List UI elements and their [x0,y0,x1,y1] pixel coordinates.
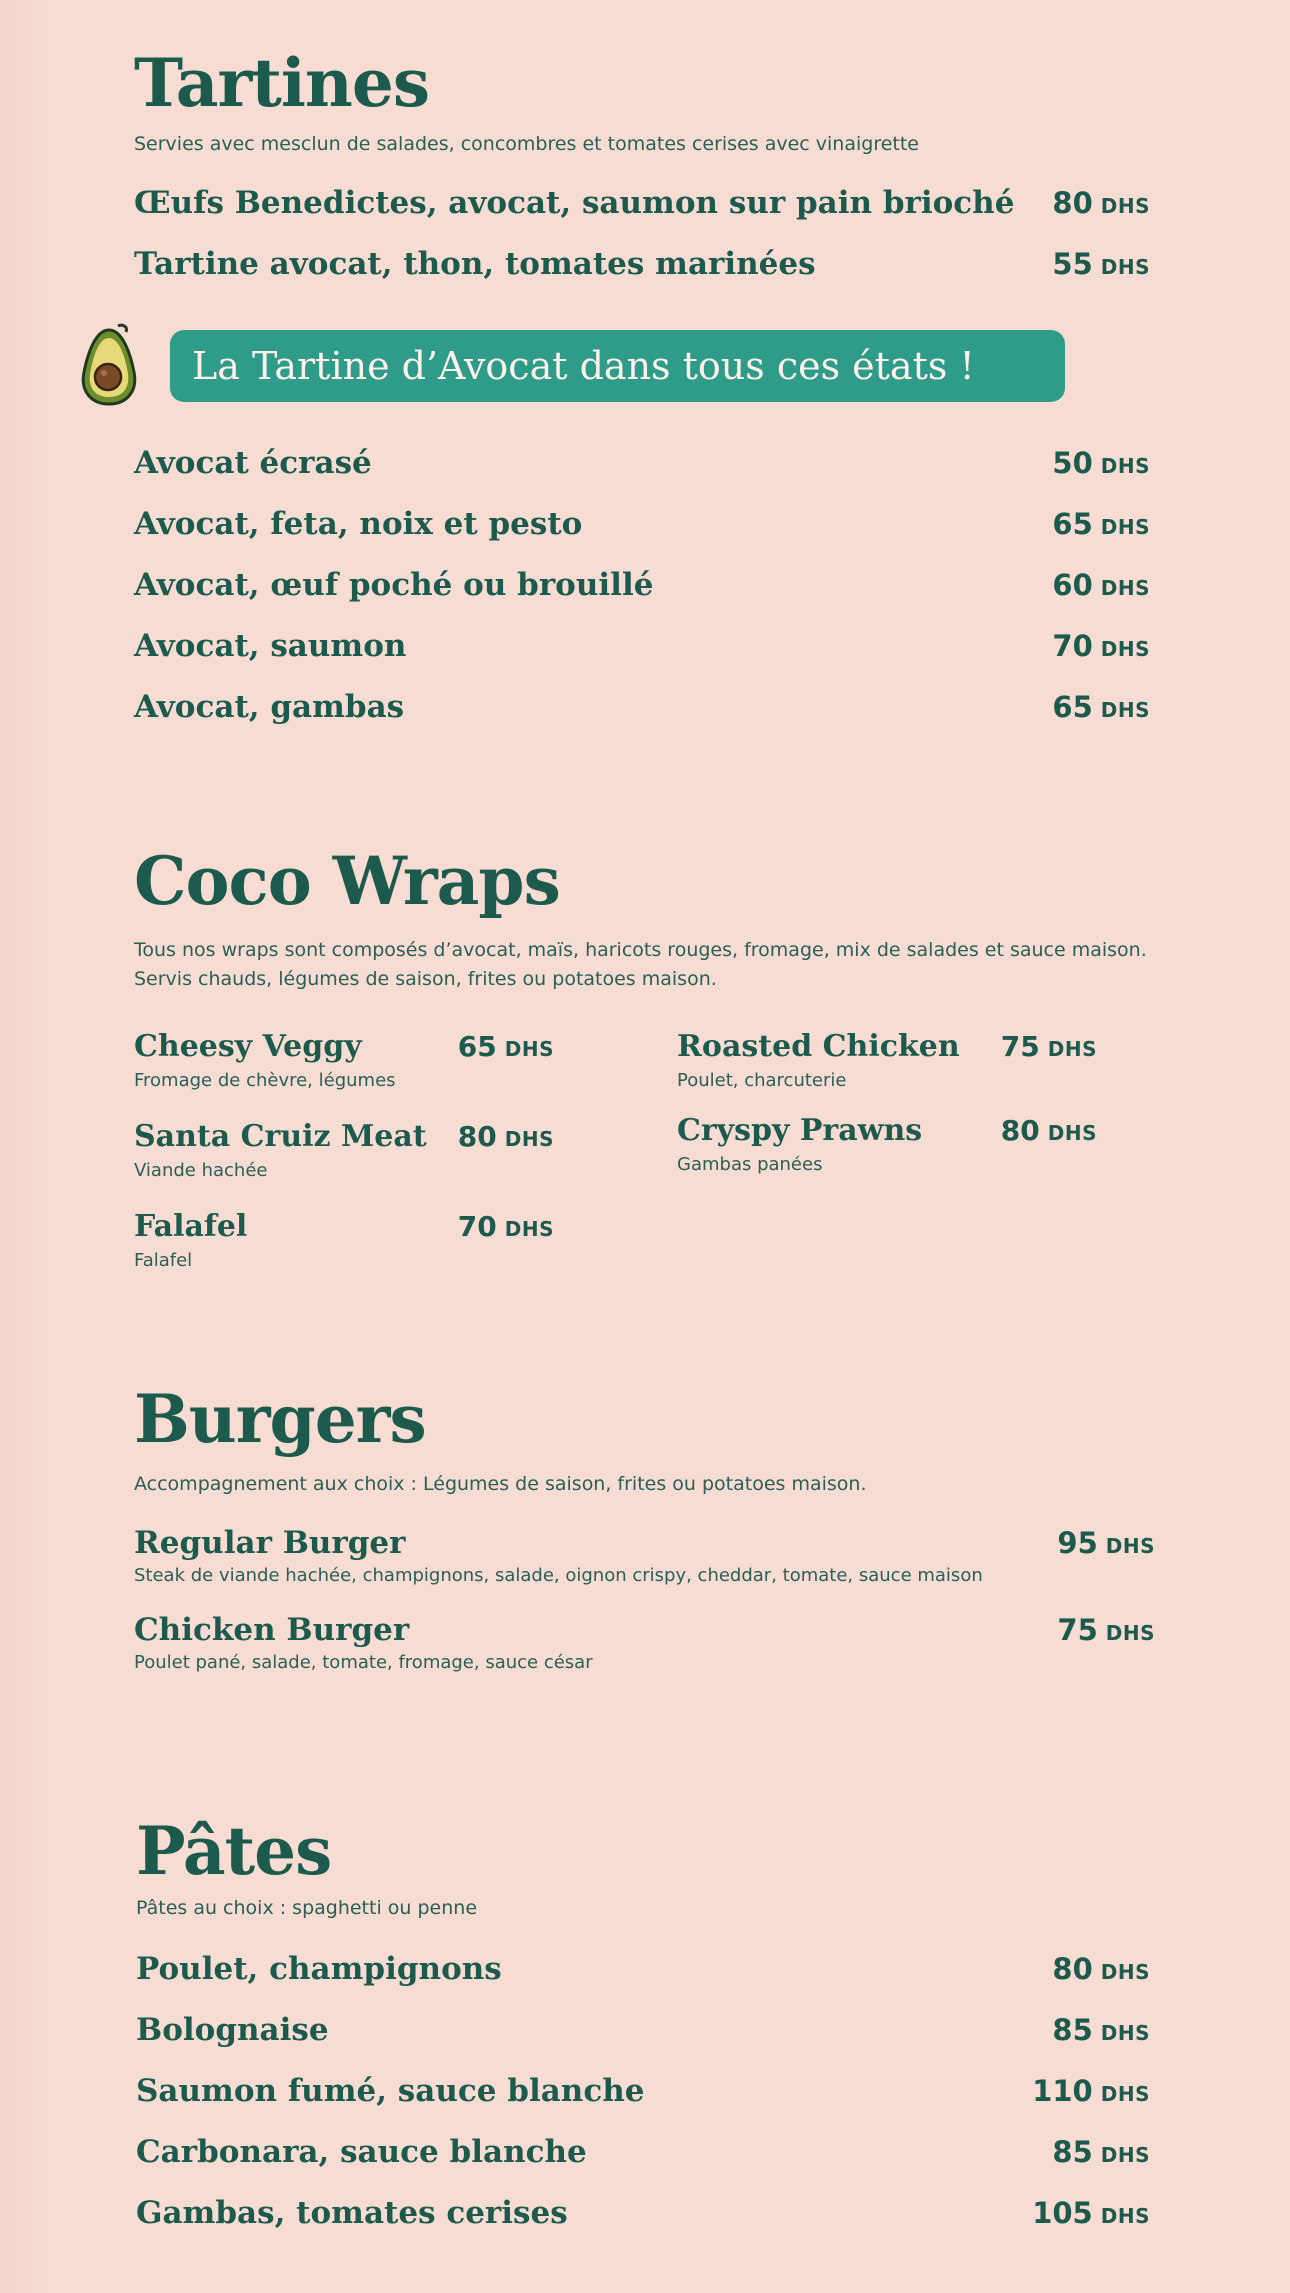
item-price: 55 DHS [1052,247,1150,281]
burgers-section [134,1380,1155,1699]
menu-item [134,676,1150,737]
avocado-banner [78,322,1073,402]
item-price: 60 DHS [1052,567,1150,602]
pates-title: Pâtes [136,1812,332,1890]
pates-subtitle: Pâtes au choix : spaghetti ou penne [136,1897,478,1919]
item-name: Poulet, champignons [136,1951,502,1987]
item-price: 70 DHS [1052,628,1150,663]
item-name: Saumon fumé, sauce blanche [136,2073,645,2109]
wrap-item [134,1119,554,1181]
wraps-title: Coco Wraps [134,842,560,920]
tartines-section [134,44,1150,295]
item-price: 80 DHS [1000,1114,1097,1147]
item-name: Cheesy Veggy [134,1029,362,1064]
menu-item [136,2183,1150,2244]
menu-item [136,2061,1150,2122]
item-price: 80 DHS [457,1120,554,1153]
item-name: Avocat, œuf poché ou brouillé [134,566,654,603]
item-name: Avocat, gambas [134,688,405,725]
item-price: 65 DHS [1052,506,1150,541]
item-price: 65 DHS [457,1030,554,1063]
wrap-item [677,1113,1097,1175]
item-price: 110 DHS [1032,2074,1150,2108]
wraps-grid [134,1029,1190,1289]
item-desc: Steak de viande hachée, champignons, salade, oignon crispy, cheddar, tomate, sauce maison [134,1564,983,1586]
item-name: Falafel [134,1209,248,1244]
wrap-item [134,1209,554,1271]
item-name: Avocat écrasé [134,444,372,481]
avocat-section [134,432,1150,737]
avocado-icon [78,322,140,406]
wrap-item [677,1029,1097,1091]
item-name: Roasted Chicken [677,1029,960,1064]
tartines-subtitle: Servies avec mesclun de salades, concombres et tomates cerises avec vinaigrette [134,133,919,155]
wraps-subtitle: Tous nos wraps sont composés d’avocat, maïs, haricots rouges, fromage, mix de salades et sauce maison. Servis chauds, légumes de saison, frites ou potatoes maison. [134,939,1147,990]
item-price: 85 DHS [1052,2013,1150,2047]
menu-item [134,173,1150,234]
banner-text: La Tartine d’Avocat dans tous ces états ! [192,344,975,388]
item-desc: Poulet, charcuterie [677,1070,847,1091]
burgers-subtitle: Accompagnement aux choix : Légumes de saison, frites ou potatoes maison. [134,1473,867,1495]
item-name: Carbonara, sauce blanche [136,2134,587,2170]
item-name: Tartine avocat, thon, tomates marinées [134,246,816,282]
banner-box [170,330,1065,402]
menu-item [134,615,1150,676]
item-name: Gambas, tomates cerises [136,2195,568,2231]
wrap-item [134,1029,554,1091]
menu-item [134,554,1150,615]
menu-item [136,2122,1150,2183]
item-name: Avocat, saumon [134,627,407,664]
menu-item [134,432,1150,493]
item-desc: Falafel [134,1250,193,1271]
item-desc: Viande hachée [134,1160,268,1181]
tartines-title: Tartines [134,44,430,122]
item-name: Regular Burger [134,1524,406,1561]
item-name: Cryspy Prawns [677,1113,923,1148]
burger-item [134,1612,1155,1673]
item-desc: Poulet pané, salade, tomate, fromage, sauce césar [134,1651,593,1673]
item-price: 75 DHS [1000,1030,1097,1063]
menu-item [136,2000,1150,2061]
burger-item [134,1525,1155,1586]
item-price: 50 DHS [1052,445,1150,480]
wraps-section [134,842,1190,1289]
item-price: 105 DHS [1032,2196,1150,2230]
item-price: 85 DHS [1052,2135,1150,2169]
item-price: 80 DHS [1052,1952,1150,1986]
item-price: 95 DHS [1057,1525,1155,1560]
item-name: Bolognaise [136,2012,329,2048]
item-price: 65 DHS [1052,689,1150,724]
pates-section [136,1812,1150,2244]
item-price: 75 DHS [1057,1612,1155,1647]
burgers-title: Burgers [134,1380,426,1458]
menu-item [134,493,1150,554]
item-desc: Gambas panées [677,1154,823,1175]
item-name: Santa Cruiz Meat [134,1119,427,1154]
item-price: 70 DHS [457,1210,554,1243]
menu-item [136,1939,1150,2000]
item-name: Chicken Burger [134,1611,410,1648]
item-name: Avocat, feta, noix et pesto [134,505,583,542]
item-desc: Fromage de chèvre, légumes [134,1070,396,1091]
item-price: 80 DHS [1052,186,1150,220]
left-shadow-band [0,0,52,2293]
menu-item [134,234,1150,295]
item-name: Œufs Benedictes, avocat, saumon sur pain brioché [134,185,1015,221]
